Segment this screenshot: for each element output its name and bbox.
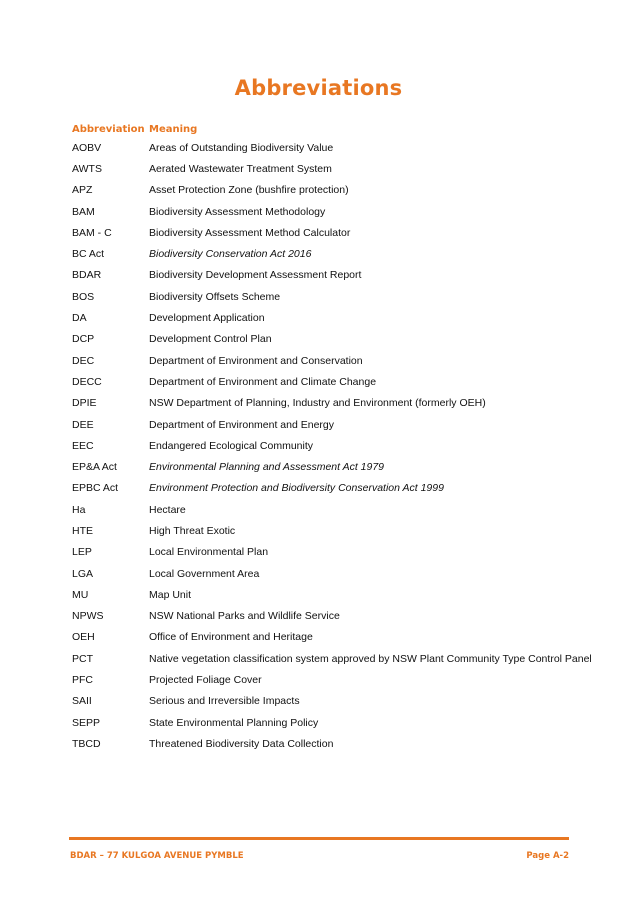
table-row: [72, 265, 612, 286]
meaning-cell: Biodiversity Conservation Act 2016: [149, 248, 312, 261]
footer-document-title: BDAR – 77 KULGOA AVENUE PYMBLE: [70, 851, 244, 861]
table-row: [72, 393, 612, 414]
abbreviation-cell: DPIE: [72, 397, 97, 410]
abbreviation-cell: BC Act: [72, 248, 105, 261]
abbreviation-cell: HTE: [72, 524, 93, 537]
table-row: [72, 350, 612, 371]
abbreviation-cell: EEC: [72, 439, 94, 452]
meaning-cell: Biodiversity Assessment Method Calculator: [149, 226, 351, 239]
abbreviation-cell: DEC: [72, 354, 95, 367]
table-row: [72, 371, 612, 392]
abbreviation-cell: APZ: [72, 184, 93, 197]
abbreviation-cell: SAII: [72, 695, 92, 708]
meaning-cell: Local Government Area: [149, 567, 260, 580]
table-row: [72, 648, 612, 669]
table-row: [72, 307, 612, 328]
meaning-cell: Environment Protection and Biodiversity Conservation Act 1999: [149, 482, 444, 495]
table-row: [72, 478, 612, 499]
meaning-cell: Local Environmental Plan: [149, 546, 269, 559]
table-row: [72, 563, 612, 584]
table-row: [72, 137, 612, 158]
meaning-cell: Native vegetation classification system approved by NSW Plant Community Type Control Panel: [149, 652, 592, 665]
abbreviation-cell: DA: [72, 312, 87, 325]
abbreviation-cell: AOBV: [72, 141, 102, 154]
abbreviation-cell: Ha: [72, 503, 86, 516]
meaning-cell: Department of Environment and Energy: [149, 418, 335, 431]
abbreviation-cell: AWTS: [72, 162, 102, 175]
table-row: [72, 520, 612, 541]
table-row: [72, 712, 612, 733]
abbreviation-cell: BAM - C: [72, 226, 112, 239]
table-row: [72, 669, 612, 690]
table-row: [72, 499, 612, 520]
meaning-cell: Department of Environment and Conservation: [149, 354, 363, 367]
abbreviation-cell: SEPP: [72, 716, 101, 729]
abbreviation-cell: BDAR: [72, 269, 102, 282]
table-header: [72, 121, 612, 137]
abbreviation-cell: NPWS: [72, 610, 104, 623]
abbreviation-cell: LEP: [72, 546, 92, 559]
table-row: [72, 691, 612, 712]
abbreviation-cell: PCT: [72, 652, 93, 665]
abbreviation-cell: EP&A Act: [72, 461, 117, 474]
table-row: [72, 180, 612, 201]
table-row: [72, 243, 612, 264]
table-row: [72, 606, 612, 627]
meaning-cell: Environmental Planning and Assessment Act 1979: [149, 461, 385, 474]
meaning-cell: Hectare: [149, 503, 186, 516]
meaning-cell: State Environmental Planning Policy: [149, 716, 319, 729]
meaning-cell: Aerated Wastewater Treatment System: [149, 162, 332, 175]
abbreviation-cell: MU: [72, 588, 89, 601]
meaning-cell: Asset Protection Zone (bushfire protection): [149, 184, 349, 197]
meaning-column-header: Meaning: [149, 123, 198, 135]
meaning-cell: NSW Department of Planning, Industry and Environment (formerly OEH): [149, 397, 486, 410]
abbreviation-cell: EPBC Act: [72, 482, 119, 495]
table-row: [72, 329, 612, 350]
abbreviation-cell: OEH: [72, 631, 95, 644]
abbreviation-cell: BOS: [72, 290, 95, 303]
page-title: Abbreviations: [234, 76, 403, 100]
table-body: [72, 137, 612, 755]
abbreviation-cell: BAM: [72, 205, 95, 218]
meaning-cell: Biodiversity Development Assessment Report: [149, 269, 362, 282]
table-row: [72, 456, 612, 477]
abbreviation-column-header: Abbreviation: [72, 123, 145, 135]
abbreviation-cell: PFC: [72, 674, 93, 687]
footer-divider: [69, 837, 569, 840]
meaning-cell: Areas of Outstanding Biodiversity Value: [149, 141, 334, 154]
meaning-cell: High Threat Exotic: [149, 524, 236, 537]
table-row: [72, 733, 612, 754]
abbreviation-cell: LGA: [72, 567, 94, 580]
abbreviation-cell: DEE: [72, 418, 94, 431]
meaning-cell: Projected Foliage Cover: [149, 674, 262, 687]
abbreviation-cell: DCP: [72, 333, 95, 346]
meaning-cell: NSW National Parks and Wildlife Service: [149, 610, 340, 623]
meaning-cell: Threatened Biodiversity Data Collection: [149, 737, 334, 750]
meaning-cell: Office of Environment and Heritage: [149, 631, 313, 644]
meaning-cell: Development Application: [149, 312, 265, 325]
table-row: [72, 627, 612, 648]
table-row: [72, 435, 612, 456]
table-row: [72, 222, 612, 243]
abbreviation-cell: DECC: [72, 375, 102, 388]
table-row: [72, 286, 612, 307]
meaning-cell: Serious and Irreversible Impacts: [149, 695, 300, 708]
table-row: [72, 414, 612, 435]
table-row: [72, 158, 612, 179]
meaning-cell: Biodiversity Assessment Methodology: [149, 205, 326, 218]
meaning-cell: Endangered Ecological Community: [149, 439, 314, 452]
meaning-cell: Map Unit: [149, 588, 192, 601]
table-row: [72, 201, 612, 222]
meaning-cell: Department of Environment and Climate Change: [149, 375, 377, 388]
meaning-cell: Biodiversity Offsets Scheme: [149, 290, 281, 303]
table-row: [72, 584, 612, 605]
abbreviations-table: [72, 121, 612, 755]
abbreviation-cell: TBCD: [72, 737, 101, 750]
table-row: [72, 542, 612, 563]
meaning-cell: Development Control Plan: [149, 333, 272, 346]
footer-page-number: Page A-2: [526, 851, 569, 861]
